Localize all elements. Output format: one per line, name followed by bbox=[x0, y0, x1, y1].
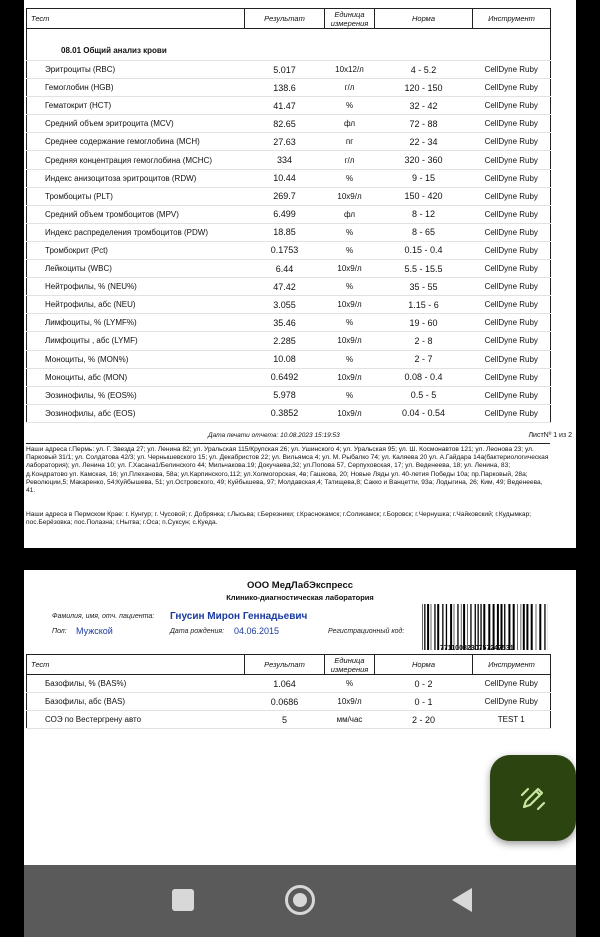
result-value: 3.055 bbox=[245, 296, 325, 314]
addresses-perm: Наши адреса г.Пермь: ул. Г. Звезда 27; ул. Ленина 82; ул. Уральская 115/Крупская 26; ул. Ушинского 4; ул. Уральская 95; ул. Ш. Космонавтов 121; ул. Леонова 23; ул. Парковый 31/1; ул. Солдатова 42/3; ул. Чернышевского 15; ул. Декабристов 22; ул. Вильямса 4; ул. М. Рыбалко 74; ул. Каляева 20 ул. А.Гайдара 14а(бактериологическая лаборатория); ул. Ленина 10; ул. Г.Хасана1/Белинского 44; Мильчакова.19; Докучаева,32; ул.Попова 57, Серпуховская, 17; ул. Веденеева, 18; ул. Ленина, 83; д.Кондратово ул. Камская, 16; ул.Плеханова, 58а; ул.Карпинского,112; ул.Холмогорская, 4в; Гашкова, 20; Новые Ляды ул. 40-летия Победы 10а; пр.Парковый, 28а; Революции,5; Макаренко, 54;Куйбышева, 51; ул.Островского, 49; Куйбышева, 97; Молдавская,4; Татищева,8; Сакко и Ванцетти, 93а; Лодыгина, 26; Ким, 49; Веденеева, 41. bbox=[26, 443, 550, 495]
header-unit: Единица измерения bbox=[325, 655, 375, 675]
norm-value: 120 - 150 bbox=[375, 79, 473, 97]
barcode-bar bbox=[501, 604, 503, 650]
barcode-bar bbox=[521, 604, 522, 650]
result-value: 5 bbox=[245, 711, 325, 729]
edit-pencil-icon bbox=[516, 781, 550, 815]
table-row bbox=[27, 97, 551, 115]
unit-value: % bbox=[325, 350, 375, 368]
instrument-value: TEST 1 bbox=[473, 711, 551, 729]
patient-sex: Мужской bbox=[76, 626, 113, 636]
test-name: Моноциты, абс (MON) bbox=[27, 368, 245, 386]
norm-value: 4 - 5.2 bbox=[375, 61, 473, 79]
unit-value: % bbox=[325, 241, 375, 259]
header-test: Тест bbox=[27, 9, 245, 29]
norm-value: 2 - 7 bbox=[375, 350, 473, 368]
unit-value: мм/час bbox=[325, 711, 375, 729]
unit-value: % bbox=[325, 386, 375, 404]
norm-value: 0 - 2 bbox=[375, 675, 473, 693]
android-nav-bar bbox=[24, 865, 576, 937]
barcode-bar bbox=[467, 604, 468, 650]
table-row bbox=[27, 693, 551, 711]
sex-label: Пол: bbox=[52, 628, 67, 635]
unit-value: г/л bbox=[325, 151, 375, 169]
test-name: Лимфоциты, % (LYMF%) bbox=[27, 314, 245, 332]
instrument-value: CellDyne Ruby bbox=[473, 296, 551, 314]
barcode-bar bbox=[446, 604, 447, 650]
barcode-bar bbox=[450, 604, 452, 650]
unit-value: г/л bbox=[325, 79, 375, 97]
test-name: Среднее содержание гемоглобина (MCH) bbox=[27, 133, 245, 151]
table-row bbox=[27, 278, 551, 296]
barcode-bar bbox=[526, 604, 528, 650]
instrument-value: CellDyne Ruby bbox=[473, 241, 551, 259]
section-title: 08.01 Общий анализ крови bbox=[27, 41, 551, 61]
instrument-value: CellDyne Ruby bbox=[473, 151, 551, 169]
barcode-bar bbox=[475, 604, 476, 650]
header-norm: Норма bbox=[375, 9, 473, 29]
barcode-bar bbox=[480, 604, 481, 650]
instrument-value: CellDyne Ruby bbox=[473, 97, 551, 115]
unit-value: % bbox=[325, 314, 375, 332]
norm-value: 8 - 12 bbox=[375, 205, 473, 223]
barcode-bar bbox=[478, 604, 479, 650]
patient-name-label: Фамилия, имя, отч. пациента: bbox=[52, 613, 155, 620]
barcode-bar bbox=[517, 604, 518, 650]
header-result: Результат bbox=[245, 655, 325, 675]
instrument-value: CellDyne Ruby bbox=[473, 61, 551, 79]
header-test: Тест bbox=[27, 655, 245, 675]
table-row bbox=[27, 205, 551, 223]
instrument-value: CellDyne Ruby bbox=[473, 187, 551, 205]
test-name: Базофилы, % (BAS%) bbox=[27, 675, 245, 693]
instrument-value: CellDyne Ruby bbox=[473, 133, 551, 151]
header-instrument: Инструмент bbox=[473, 9, 551, 29]
dob-label: Дата рождения: bbox=[170, 628, 225, 635]
norm-value: 22 - 34 bbox=[375, 133, 473, 151]
addresses-krai: Наши адреса в Пермском Крае: г. Кунгур; г. Чусовой; г. Добрянка; г.Лысьва; г.Березники; г.Краснокамск; г.Соликамск; г.Боровск; г.Чернушка; г.Чайковский; г.Кудымкар; пос.Берёзовка; пос.Полазна; г.Нытва; г.Оса; п.Суксун; с.Куеда. bbox=[26, 511, 532, 527]
table-row bbox=[27, 133, 551, 151]
barcode-bar bbox=[442, 604, 443, 650]
instrument-value: CellDyne Ruby bbox=[473, 79, 551, 97]
edit-fab-button[interactable] bbox=[490, 755, 576, 841]
barcode-bar bbox=[427, 604, 429, 650]
test-name: Эритроциты (RBC) bbox=[27, 61, 245, 79]
unit-value: 10x9/л bbox=[325, 404, 375, 422]
norm-value: 0.04 - 0.54 bbox=[375, 404, 473, 422]
barcode-bar bbox=[513, 604, 515, 650]
norm-value: 2 - 8 bbox=[375, 332, 473, 350]
unit-value: 10x9/л bbox=[325, 332, 375, 350]
reg-code-label: Регистрационный код: bbox=[328, 628, 405, 635]
test-name: СОЭ по Вестергрену авто bbox=[27, 711, 245, 729]
test-name: Гематокрит (HCT) bbox=[27, 97, 245, 115]
barcode-bar bbox=[463, 604, 465, 650]
barcode-bar bbox=[493, 604, 495, 650]
table-row bbox=[27, 115, 551, 133]
instrument-value: CellDyne Ruby bbox=[473, 169, 551, 187]
result-value: 27.63 bbox=[245, 133, 325, 151]
barcode-bar bbox=[431, 604, 432, 650]
instrument-value: CellDyne Ruby bbox=[473, 404, 551, 422]
instrument-value: CellDyne Ruby bbox=[473, 314, 551, 332]
table-row bbox=[27, 314, 551, 332]
test-name: Нейтрофилы, % (NEU%) bbox=[27, 278, 245, 296]
instrument-value: CellDyne Ruby bbox=[473, 693, 551, 711]
result-value: 269.7 bbox=[245, 187, 325, 205]
instrument-value: CellDyne Ruby bbox=[473, 260, 551, 278]
header-instrument: Инструмент bbox=[473, 655, 551, 675]
unit-value: фл bbox=[325, 205, 375, 223]
test-name: Моноциты, % (MON%) bbox=[27, 350, 245, 368]
test-name: Нейтрофилы, абс (NEU) bbox=[27, 296, 245, 314]
table-row bbox=[27, 368, 551, 386]
header-norm: Норма bbox=[375, 655, 473, 675]
unit-value: 10x12/л bbox=[325, 61, 375, 79]
barcode-bar bbox=[422, 604, 423, 650]
norm-value: 0.5 - 5 bbox=[375, 386, 473, 404]
result-value: 82.65 bbox=[245, 115, 325, 133]
result-value: 138.6 bbox=[245, 79, 325, 97]
test-name: Индекс распределения тромбоцитов (PDW) bbox=[27, 223, 245, 241]
instrument-value: CellDyne Ruby bbox=[473, 332, 551, 350]
norm-value: 8 - 65 bbox=[375, 223, 473, 241]
unit-value: 10x9/л bbox=[325, 693, 375, 711]
table-row bbox=[27, 332, 551, 350]
barcode-number: 7711008230757247531 bbox=[440, 645, 514, 652]
table-row bbox=[27, 386, 551, 404]
barcode-bar bbox=[504, 604, 505, 650]
sheet-number: ЛистNº 1 из 2 bbox=[528, 432, 572, 439]
instrument-value: CellDyne Ruby bbox=[473, 223, 551, 241]
print-date: Дата печати отчета: 10.08.2023 15:19:53 bbox=[208, 432, 340, 439]
unit-value: фл bbox=[325, 115, 375, 133]
results-table-page-1 bbox=[26, 8, 551, 423]
test-name: Тромбоциты (PLT) bbox=[27, 187, 245, 205]
instrument-value: CellDyne Ruby bbox=[473, 675, 551, 693]
result-value: 334 bbox=[245, 151, 325, 169]
result-value: 0.6492 bbox=[245, 368, 325, 386]
result-value: 10.44 bbox=[245, 169, 325, 187]
test-name: Лейкоциты (WBC) bbox=[27, 260, 245, 278]
norm-value: 32 - 42 bbox=[375, 97, 473, 115]
table-row bbox=[27, 675, 551, 693]
instrument-value: CellDyne Ruby bbox=[473, 205, 551, 223]
table-row bbox=[27, 241, 551, 259]
barcode-bar bbox=[523, 604, 525, 650]
back-button[interactable] bbox=[452, 888, 472, 912]
instrument-value: CellDyne Ruby bbox=[473, 368, 551, 386]
norm-value: 150 - 420 bbox=[375, 187, 473, 205]
result-value: 47.42 bbox=[245, 278, 325, 296]
unit-value: % bbox=[325, 675, 375, 693]
barcode-bar bbox=[531, 604, 533, 650]
norm-value: 9 - 15 bbox=[375, 169, 473, 187]
lab-name: Клинико-диагностическая лаборатория bbox=[226, 593, 374, 602]
unit-value: пг bbox=[325, 133, 375, 151]
norm-value: 2 - 20 bbox=[375, 711, 473, 729]
results-table-page-2 bbox=[26, 654, 551, 729]
test-name: Гемоглобин (HGB) bbox=[27, 79, 245, 97]
result-value: 5.017 bbox=[245, 61, 325, 79]
norm-value: 19 - 60 bbox=[375, 314, 473, 332]
result-value: 10.08 bbox=[245, 350, 325, 368]
barcode-bar bbox=[437, 604, 439, 650]
norm-value: 35 - 55 bbox=[375, 278, 473, 296]
unit-value: 10x9/л bbox=[325, 187, 375, 205]
barcode-bar bbox=[497, 604, 499, 650]
recent-apps-button[interactable] bbox=[172, 889, 194, 911]
result-value: 0.1753 bbox=[245, 241, 325, 259]
result-value: 0.0686 bbox=[245, 693, 325, 711]
table-row bbox=[27, 79, 551, 97]
unit-value: 10x9/л bbox=[325, 368, 375, 386]
test-name: Тромбокрит (Pct) bbox=[27, 241, 245, 259]
unit-value: 10x9/л bbox=[325, 260, 375, 278]
result-value: 2.285 bbox=[245, 332, 325, 350]
barcode-bar bbox=[461, 604, 462, 650]
norm-value: 0 - 1 bbox=[375, 693, 473, 711]
table-row bbox=[27, 187, 551, 205]
norm-value: 0.08 - 0.4 bbox=[375, 368, 473, 386]
barcode-bar bbox=[539, 604, 541, 650]
unit-value: 10x9/л bbox=[325, 296, 375, 314]
barcode-bar bbox=[483, 604, 485, 650]
instrument-value: CellDyne Ruby bbox=[473, 115, 551, 133]
test-name: Лимфоциты , абс (LYMF) bbox=[27, 332, 245, 350]
test-name: Индекс анизоцитоза эритроцитов (RDW) bbox=[27, 169, 245, 187]
instrument-value: CellDyne Ruby bbox=[473, 278, 551, 296]
barcode-bar bbox=[454, 604, 455, 650]
norm-value: 72 - 88 bbox=[375, 115, 473, 133]
result-value: 41.47 bbox=[245, 97, 325, 115]
barcode-bar bbox=[544, 604, 545, 650]
result-value: 5.978 bbox=[245, 386, 325, 404]
table-row bbox=[27, 151, 551, 169]
instrument-value: CellDyne Ruby bbox=[473, 350, 551, 368]
header-result: Результат bbox=[245, 9, 325, 29]
unit-value: % bbox=[325, 223, 375, 241]
result-value: 18.85 bbox=[245, 223, 325, 241]
test-name: Средний объем эритроцита (MCV) bbox=[27, 115, 245, 133]
barcode-bar bbox=[536, 604, 537, 650]
barcode-bar bbox=[457, 604, 458, 650]
norm-value: 320 - 360 bbox=[375, 151, 473, 169]
test-name: Базофилы, абс (BAS) bbox=[27, 693, 245, 711]
unit-value: % bbox=[325, 169, 375, 187]
table-row bbox=[27, 711, 551, 729]
result-value: 0.3852 bbox=[245, 404, 325, 422]
barcode-image bbox=[422, 604, 548, 650]
table-row bbox=[27, 404, 551, 422]
header-unit: Единица измерения bbox=[325, 9, 375, 29]
result-value: 6.499 bbox=[245, 205, 325, 223]
unit-value: % bbox=[325, 278, 375, 296]
test-name: Эозинофилы, % (EOS%) bbox=[27, 386, 245, 404]
result-value: 1.064 bbox=[245, 675, 325, 693]
norm-value: 5.5 - 15.5 bbox=[375, 260, 473, 278]
org-name: ООО МедЛабЭкспресс bbox=[246, 580, 354, 591]
norm-value: 1.15 - 6 bbox=[375, 296, 473, 314]
instrument-value: CellDyne Ruby bbox=[473, 386, 551, 404]
barcode-bar bbox=[488, 604, 490, 650]
test-name: Средний объем тромбоцитов (MPV) bbox=[27, 205, 245, 223]
barcode-bar bbox=[434, 604, 435, 650]
table-row bbox=[27, 61, 551, 79]
barcode-bar bbox=[424, 604, 425, 650]
home-button[interactable] bbox=[285, 885, 315, 915]
barcode-bar bbox=[470, 604, 471, 650]
patient-dob: 04.06.2015 bbox=[234, 626, 280, 636]
result-value: 6.44 bbox=[245, 260, 325, 278]
norm-value: 0.15 - 0.4 bbox=[375, 241, 473, 259]
barcode-bar bbox=[508, 604, 510, 650]
result-value: 35.46 bbox=[245, 314, 325, 332]
table-row bbox=[27, 296, 551, 314]
table-row bbox=[27, 350, 551, 368]
table-row bbox=[27, 260, 551, 278]
unit-value: % bbox=[325, 97, 375, 115]
test-name: Средняя концентрация гемоглобина (MCHC) bbox=[27, 151, 245, 169]
patient-name: Гнусин Мирон Геннадьевич bbox=[170, 611, 308, 622]
table-row bbox=[27, 169, 551, 187]
test-name: Эозинофилы, абс (EOS) bbox=[27, 404, 245, 422]
table-row bbox=[27, 223, 551, 241]
